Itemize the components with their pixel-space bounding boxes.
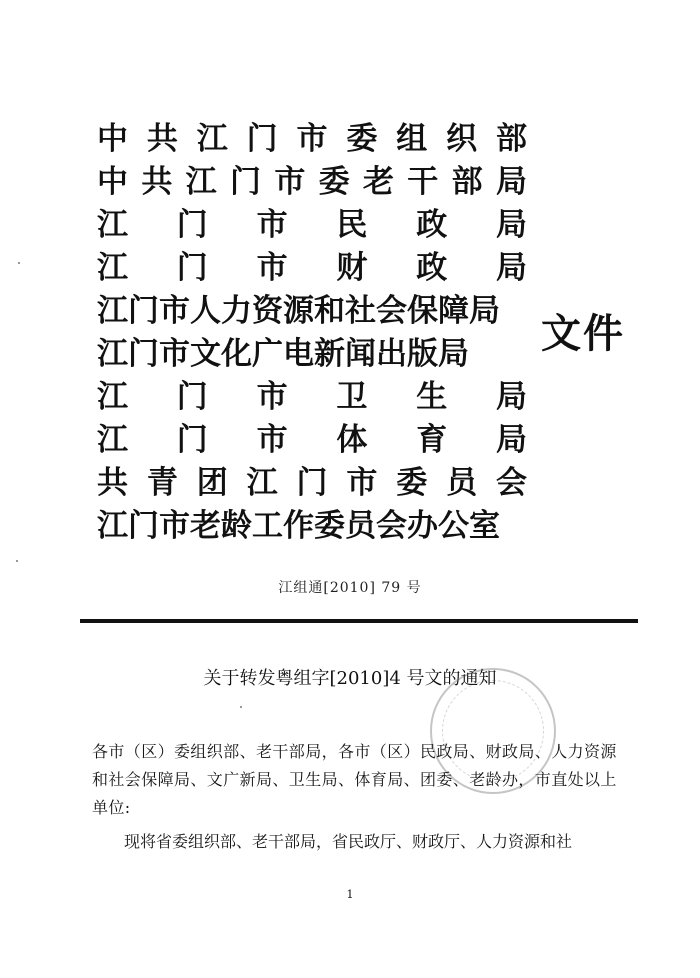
document-label: 文件: [541, 310, 625, 357]
issuer-line: 江 门 市 卫 生 局: [97, 379, 527, 415]
issuer-line: 江门市人力资源和社会保障局: [97, 293, 500, 329]
issuer-line: 中 共 江 门 市 委 组 织 部: [97, 121, 527, 157]
page-number: 1: [346, 888, 354, 901]
scan-speck: [18, 262, 20, 264]
addressee-paragraph: 各市（区）委组织部、老干部局，各市（区）民政局、财政局、人力资源和社会保障局、文广新局、卫生局、体育局、团委、老龄办，市直处以上单位:: [92, 742, 617, 817]
scan-speck: [240, 706, 242, 708]
header-divider: [80, 619, 638, 623]
issuer-line: 共 青 团 江 门 市 委 员 会: [97, 465, 527, 501]
document-body: [92, 738, 632, 856]
issuer-line: 江 门 市 财 政 局: [97, 250, 527, 286]
body-paragraph: 现将省委组织部、老干部局，省民政厅、财政厅、人力资源和社: [124, 832, 573, 851]
issuing-authorities: [97, 118, 527, 548]
issuer-line: 江门市老龄工作委员会办公室: [97, 508, 500, 544]
issuer-line: 江门市文化广电新闻出版局: [97, 336, 469, 372]
issuer-line: 江 门 市 民 政 局: [97, 207, 527, 243]
scan-speck: [16, 560, 18, 562]
document-number: 江组通[2010] 79 号: [278, 580, 422, 596]
issuer-line: 中 共 江 门 市 委 老 干 部 局: [97, 164, 527, 200]
issuer-line: 江 门 市 体 育 局: [97, 422, 527, 458]
document-title: 关于转发粤组字[2010]4 号文的通知: [203, 668, 497, 689]
